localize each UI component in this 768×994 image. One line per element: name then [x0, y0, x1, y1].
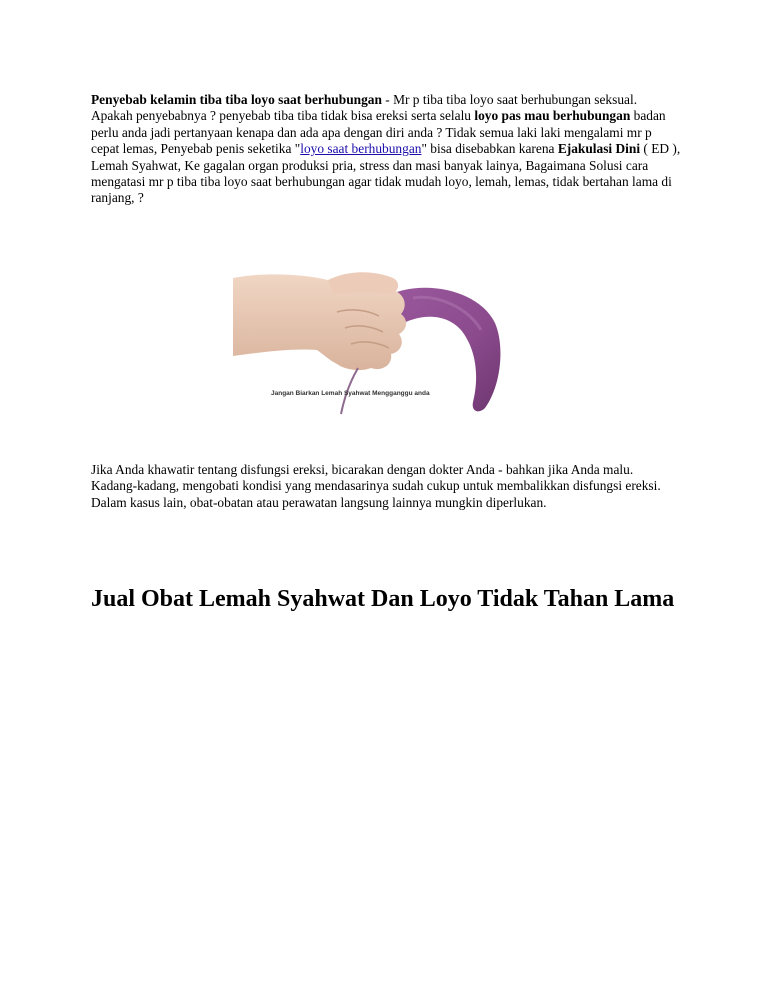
- intro-section: [91, 92, 681, 207]
- body-paragraph: Jika Anda khawatir tentang disfungsi ereksi, bicarakan dengan dokter Anda - bahkan jika Anda malu. Kadang-kadang, mengobati kondisi yang mendasarinya sudah cukup untuk membalikkan disfungsi ereksi. Dalam kasus lain, obat-obatan atau perawatan langsung lainnya mungkin diperlukan.: [91, 462, 661, 510]
- intro-text-1: - Mr p tiba tiba loyo saat berhubungan seksual. Apakah penyebabnya ? penyebab tiba tiba tidak bisa ereksi serta selalu: [91, 92, 638, 124]
- intro-text-3: " bisa disebabkan karena: [421, 141, 558, 157]
- loyo-saat-berhubungan-link[interactable]: loyo saat berhubungan: [300, 141, 422, 157]
- intro-text-4: ( ED ), Lemah Syahwat, Ke gagalan organ produksi pria, stress dan masi banyak lainya, Bagaimana Solusi cara mengatasi mr p tiba tiba loyo saat berhubungan agar tidak mudah loyo, lemah, lemas, tidak bertahan lama di ranjang, ?: [91, 141, 681, 206]
- image-caption: Jangan Biarkan Lemah Syahwat Mengganggu anda: [271, 390, 430, 397]
- section-heading: Jual Obat Lemah Syahwat Dan Loyo Tidak Tahan Lama: [91, 586, 675, 612]
- intro-title: Penyebab kelamin tiba tiba loyo saat berhubungan: [91, 92, 382, 107]
- intro-bold-phrase: loyo pas mau berhubungan: [474, 108, 631, 124]
- article-image: [233, 268, 506, 416]
- intro-bold-ed: Ejakulasi Dini: [557, 141, 641, 157]
- body-section: [91, 462, 681, 511]
- intro-paragraph: [91, 92, 681, 207]
- intro-text-2: badan perlu anda jadi pertanyaan kenapa dan ada apa dengan diri anda ? Tidak semua laki laki mengalami mr p cepat lemas, Penyebab penis seketika ": [91, 108, 666, 157]
